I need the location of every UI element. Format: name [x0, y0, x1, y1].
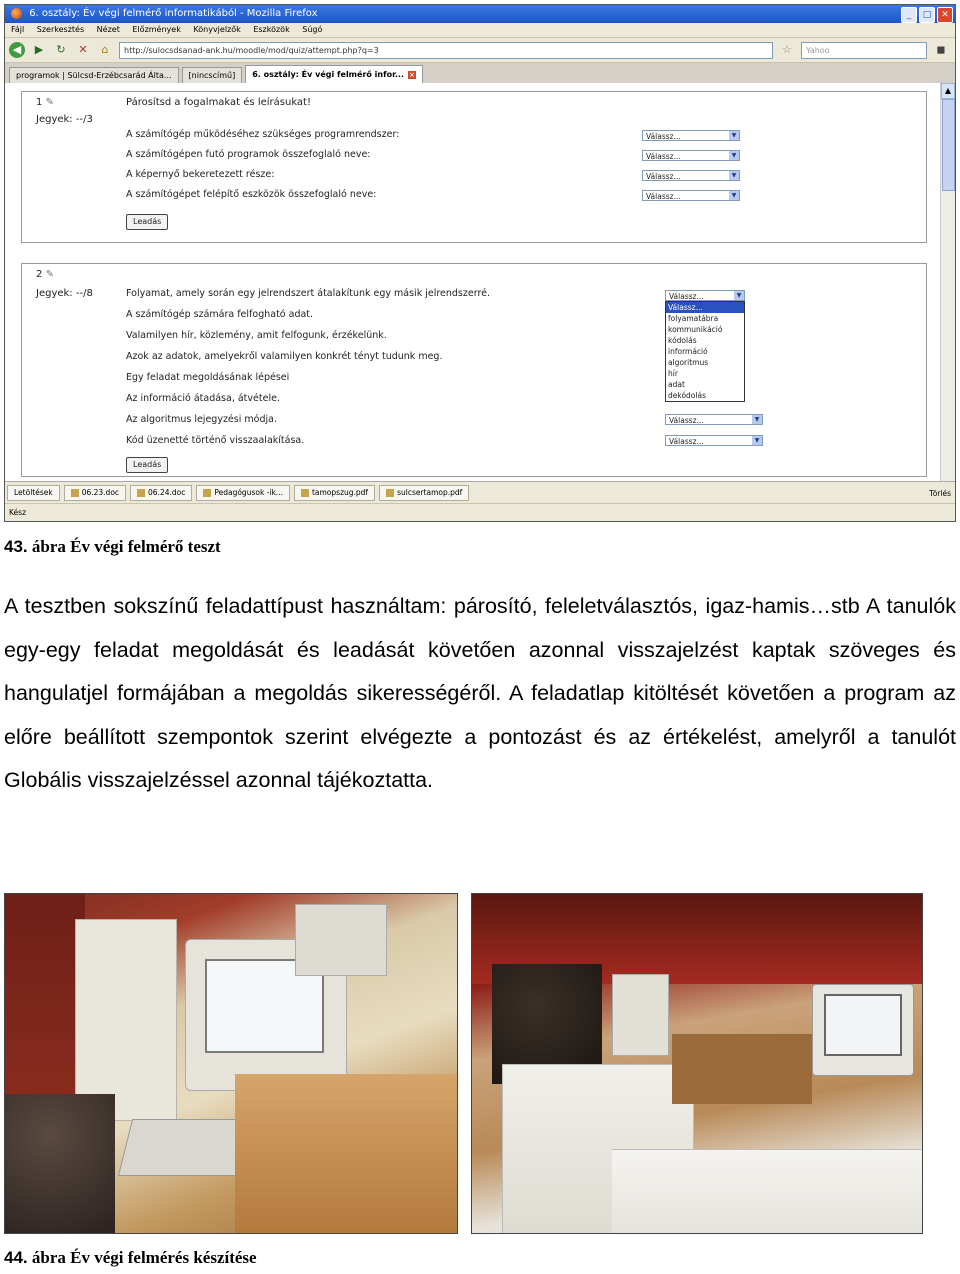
file-icon	[203, 489, 211, 497]
question-1-item: A számítógépet felépítő eszközök összefoglaló neve:	[126, 189, 377, 200]
download-item[interactable]: tamopszug.pdf	[294, 485, 375, 501]
download-item[interactable]: 06.23.doc	[64, 485, 126, 501]
question-2-item: Folyamat, amely során egy jelrendszert átalakítunk egy másik jelrendszerré.	[126, 288, 491, 299]
menu-bookmarks[interactable]: Könyvjelzők	[193, 25, 241, 34]
dropdown-option[interactable]: dekódolás	[668, 391, 706, 400]
body-paragraph: A tesztben sokszínű feladattípust használtam: párosító, feleletválasztós, igaz-hamis…stb A tanulók egy-egy feladat megoldását és leadását követően azonnal visszajelzést kaptak szöveges és hangulatjel formájában a megoldás sikerességéről. A feladatlap kitöltését követően a program az előre beállított szempontok szerint elvégezte a pontozást és az értékelést, amelyről a tanulót Globális visszajelzéssel azonnal tájékoztatta.	[4, 594, 956, 792]
classroom-photo-left	[4, 893, 458, 1234]
answer-select-open[interactable]: Válassz... ▼	[665, 290, 745, 301]
download-item[interactable]: 06.24.doc	[130, 485, 192, 501]
menu-edit[interactable]: Szerkesztés	[36, 25, 85, 34]
tab-programok[interactable]: programok | Sülcsd-Erzébcsarád Álta...	[9, 67, 179, 83]
window-title: 6. osztály: Év végi felmérő informatikából - Mozilla Firefox	[29, 8, 318, 19]
chevron-down-icon: ▼	[752, 415, 762, 424]
question-1-grade: Jegyek: --/3	[36, 114, 93, 125]
maximize-button[interactable]: □	[919, 7, 935, 23]
classroom-photo-right	[471, 893, 923, 1234]
caption-text: ábra Év végi felmérő teszt	[31, 537, 221, 556]
reload-icon[interactable]: ↻	[56, 43, 66, 56]
question-2-item: Az információ átadása, átvétele.	[126, 393, 280, 404]
answer-select[interactable]: Válassz... ▼	[642, 170, 740, 181]
tab-bar	[5, 63, 955, 84]
caption-number: 43.	[4, 537, 28, 556]
menu-file[interactable]: Fájl	[11, 25, 25, 34]
chevron-down-icon: ▼	[752, 436, 762, 445]
close-button[interactable]: ✕	[937, 7, 953, 23]
file-icon	[137, 489, 145, 497]
menu-bar	[5, 23, 955, 38]
question-1-item: A számítógép működéséhez szükséges programrendszer:	[126, 129, 400, 140]
question-1-box	[21, 91, 927, 243]
dropdown-option[interactable]: adat	[668, 380, 685, 389]
tab-quiz[interactable]	[245, 65, 423, 83]
chevron-down-icon: ▼	[729, 191, 739, 200]
figure-43-caption	[4, 537, 221, 557]
search-input[interactable]: Yahoo	[801, 42, 927, 59]
minimize-button[interactable]: _	[901, 7, 917, 23]
clear-downloads-button[interactable]: Törlés	[929, 488, 951, 498]
dropdown-option[interactable]: információ	[668, 347, 708, 356]
tab-close-icon[interactable]: ×	[409, 71, 415, 79]
bookmark-star-icon[interactable]: ☆	[782, 43, 792, 56]
tab-untitled[interactable]: [nincscímű]	[182, 67, 243, 83]
status-bar: Kész	[5, 503, 955, 521]
answer-select[interactable]: Válassz... ▼	[642, 190, 740, 201]
question-1-prompt: Párosítsd a fogalmakat és leírásukat!	[126, 97, 311, 108]
question-2-item: Egy feladat megoldásának lépései	[126, 372, 290, 383]
dropdown-option[interactable]: hír	[668, 369, 678, 378]
menu-tools[interactable]: Eszközök	[253, 25, 290, 34]
submit-button[interactable]: Leadás	[126, 214, 168, 230]
menu-history[interactable]: Előzmények	[132, 25, 181, 34]
question-2-item: Az algoritmus lejegyzési módja.	[126, 414, 277, 425]
menu-help[interactable]: Súgó	[302, 25, 323, 34]
dropdown-option[interactable]: kommunikáció	[668, 325, 723, 334]
dropdown-option[interactable]: kódolás	[668, 336, 697, 345]
chevron-down-icon: ▼	[729, 151, 739, 160]
figure-44-caption	[4, 1248, 257, 1268]
forward-arrow-icon[interactable]: ▶	[34, 43, 44, 56]
question-2-box	[21, 263, 927, 477]
caption-number: 44.	[4, 1248, 28, 1267]
tab-quiz-label: 6. osztály: Év végi felmérő infor...	[252, 70, 405, 79]
downloads-label[interactable]: Letöltések	[7, 485, 60, 501]
home-icon[interactable]: ⌂	[101, 43, 109, 56]
scroll-up-icon[interactable]: ▲	[941, 83, 955, 99]
firefox-icon	[11, 8, 22, 19]
chevron-down-icon: ▼	[729, 131, 739, 140]
question-1-item: A számítógépen futó programok összefoglaló neve:	[126, 149, 371, 160]
question-2-item: Kód üzenetté történő visszaalakítása.	[126, 435, 305, 446]
quiz-screenshot	[4, 4, 956, 522]
address-bar[interactable]: http://sulocsdsanad-ank.hu/moodle/mod/quiz/attempt.php?q=3	[119, 42, 773, 59]
answer-select[interactable]: Válassz... ▼	[642, 130, 740, 141]
file-icon	[301, 489, 309, 497]
question-2-item: Azok az adatok, amelyekről valamilyen konkrét tényt tudunk meg.	[126, 351, 443, 362]
scrollbar-thumb[interactable]	[942, 99, 955, 191]
file-icon	[386, 489, 394, 497]
back-arrow-icon[interactable]: ◀	[9, 42, 25, 58]
caption-text: ábra Év végi felmérés készítése	[31, 1248, 257, 1267]
dropdown-option[interactable]: folyamatábra	[668, 314, 719, 323]
downloads-bar	[5, 481, 956, 504]
chevron-down-icon: ▼	[729, 171, 739, 180]
menu-view[interactable]: Nézet	[96, 25, 120, 34]
stop-icon[interactable]: ✕	[78, 43, 88, 56]
submit-button[interactable]: Leadás	[126, 457, 168, 473]
navigation-toolbar	[5, 38, 955, 63]
file-icon	[71, 489, 79, 497]
question-1-number: 1 ✎	[36, 97, 54, 108]
dropdown-option[interactable]: algoritmus	[668, 358, 709, 367]
browser-title-bar	[5, 5, 955, 23]
download-item[interactable]: sulcsertamop.pdf	[379, 485, 469, 501]
question-2-number: 2 ✎	[36, 269, 54, 280]
addon-icon[interactable]: ◼	[936, 43, 946, 56]
dropdown-option[interactable]: Válassz...	[666, 302, 744, 313]
question-2-item: Valamilyen hír, közlemény, amit felfogunk, érzékelünk.	[126, 330, 387, 341]
vertical-scrollbar[interactable]	[940, 83, 955, 481]
answer-select[interactable]: Válassz... ▼	[642, 150, 740, 161]
page-content	[5, 83, 941, 481]
answer-select[interactable]: Válassz... ▼	[665, 414, 763, 425]
question-1-item: A képernyő bekeretezett része:	[126, 169, 275, 180]
question-2-grade: Jegyek: --/8	[36, 288, 93, 299]
answer-dropdown-list	[665, 301, 745, 402]
question-2-item: A számítógép számára felfogható adat.	[126, 309, 314, 320]
answer-select[interactable]: Válassz... ▼	[665, 435, 763, 446]
download-item[interactable]: Pedagógusok -ik...	[196, 485, 290, 501]
chevron-down-icon: ▼	[734, 291, 744, 300]
